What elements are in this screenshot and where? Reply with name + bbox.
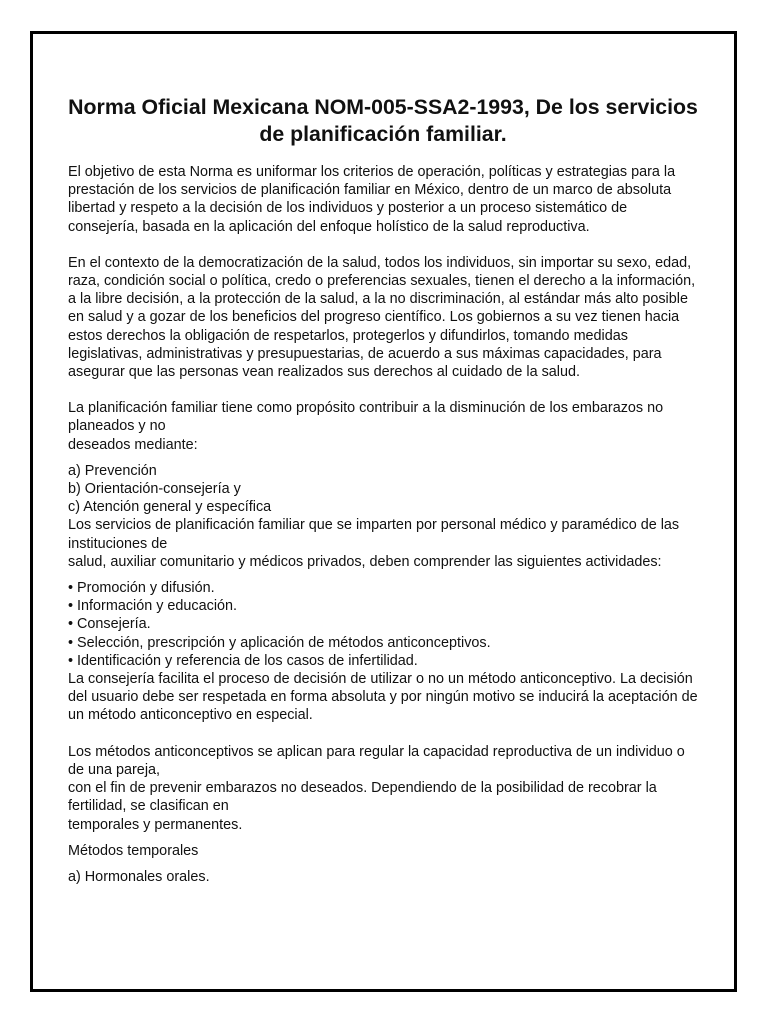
paragraph-methods xyxy=(68,743,698,834)
list-item: • Consejería. xyxy=(68,616,151,633)
list-item: c) Atención general y específica xyxy=(68,499,272,516)
list-item: • Promoción y difusión. xyxy=(68,580,215,597)
activities-list xyxy=(68,579,698,670)
paragraph-purpose-line-1: La planificación familiar tiene como propósito contribuir a la disminución de los embarazos no planeados y no xyxy=(68,400,664,435)
list-item: • Información y educación. xyxy=(68,598,238,615)
paragraph-services-line-1: Los servicios de planificación familiar que se imparten por personal médico y paramédico de las instituciones de xyxy=(68,517,680,552)
paragraph-counseling: La consejería facilita el proceso de decisión de utilizar o no un método anticonceptivo. La decisión del usuario debe ser respetada en forma absoluta y por ningún motivo se inducirá la aceptación de un método anticonceptivo en especial. xyxy=(68,671,698,724)
paragraph-methods-line-3: temporales y permanentes. xyxy=(68,816,243,833)
heading-temporary-methods: Métodos temporales xyxy=(68,842,199,859)
paragraph-oral-hormonal: a) Hormonales orales. xyxy=(68,868,210,885)
list-item: b) Orientación-consejería y xyxy=(68,481,241,498)
list-item: a) Prevención xyxy=(68,462,157,479)
list-item: • Identificación y referencia de los casos de infertilidad. xyxy=(68,652,418,669)
paragraph-objective: El objetivo de esta Norma es uniformar los criterios de operación, políticas y estrategias para la prestación de los servicios de planificación familiar en México, dentro de un marco de absoluta libertad y respeto a la decisión de los individuos y posterior a un proceso sistemático de consejería, basada en la aplicación del enfoque holístico de la salud reproductiva. xyxy=(68,164,676,235)
list-item: • Selección, prescripción y aplicación de métodos anticonceptivos. xyxy=(68,634,491,651)
paragraph-methods-line-1: Los métodos anticonceptivos se aplican para regular la capacidad reproductiva de un individuo o de una pareja, xyxy=(68,743,685,778)
paragraph-services-line-2: salud, auxiliar comunitario y médicos privados, deben comprender las siguientes actividades: xyxy=(68,553,662,570)
document-title: Norma Oficial Mexicana NOM-005-SSA2-1993, De los servicios de planificación familiar. xyxy=(68,95,698,146)
purpose-list xyxy=(68,462,698,517)
paragraph-purpose-line-2: deseados mediante: xyxy=(68,436,198,453)
paragraph-services xyxy=(68,516,698,571)
paragraph-purpose xyxy=(68,399,698,454)
paragraph-context: En el contexto de la democratización de la salud, todos los individuos, sin importar su sexo, edad, raza, condición social o política, credo o preferencias sexuales, tienen el derecho a la información, a la libre decisión, a la protección de la salud, a la no discriminación, al estándar más alto posible en salud y a gozar de los beneficios del progreso científico. Los gobiernos a su vez tienen hacia estos derechos la obligación de respetarlos, protegerlos y difundirlos, tomando medidas legislativas, administrativas y presupuestarias, de acuerdo a sus máximas capacidades, para asegurar que las personas vean realizados sus derechos al cuidado de la salud. xyxy=(68,254,696,381)
paragraph-methods-line-2: con el fin de prevenir embarazos no deseados. Dependiendo de la posibilidad de recobrar la fertilidad, se clasifican en xyxy=(68,780,657,815)
document-content xyxy=(68,94,698,886)
